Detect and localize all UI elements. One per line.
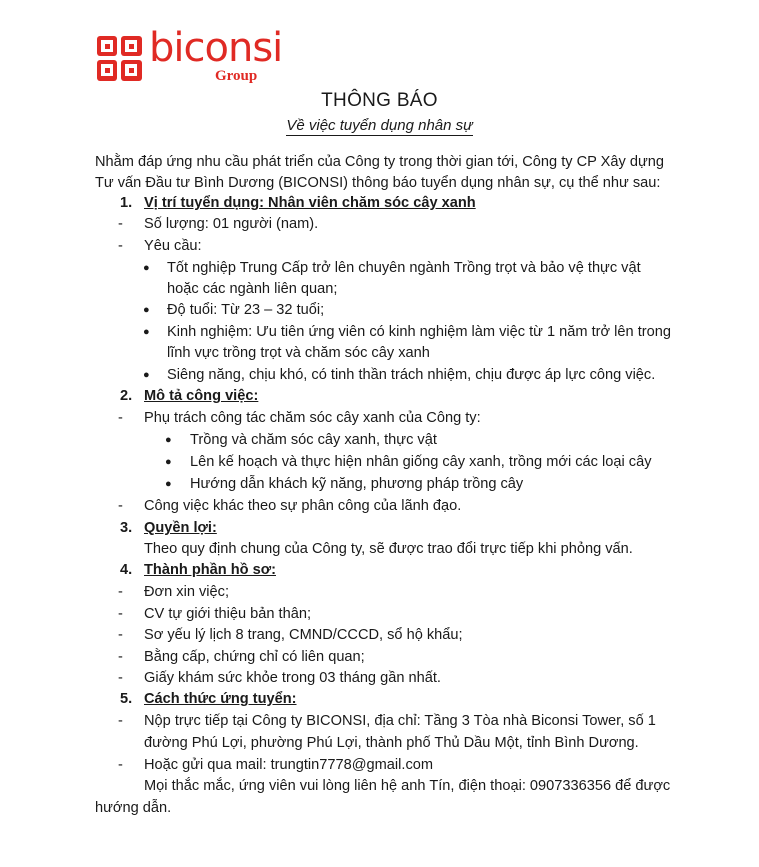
list-item: Giấy khám sức khỏe trong 03 tháng gần nhất.: [144, 670, 441, 686]
list-item: Độ tuổi: Từ 23 – 32 tuổi;: [167, 302, 325, 318]
section-heading: Thành phần hồ sơ:: [144, 562, 276, 578]
dash-marker: -: [118, 713, 123, 729]
list-item: Đơn xin việc;: [144, 584, 229, 600]
bullet-icon: ●: [165, 434, 172, 446]
list-item: Hướng dẫn khách kỹ năng, phương pháp trồng cây: [190, 476, 524, 492]
bullet-icon: ●: [165, 456, 172, 468]
list-item: hoặc các ngành liên quan;: [167, 281, 338, 297]
list-item: Siêng năng, chịu khó, có tinh thần trách nhiệm, chịu được áp lực công việc.: [167, 367, 656, 383]
dash-marker: -: [118, 238, 123, 254]
list-item: Yêu cầu:: [144, 238, 202, 254]
list-item: Trồng và chăm sóc cây xanh, thực vật: [190, 432, 437, 448]
section-number: 3.: [120, 520, 133, 536]
list-item: đường Phú Lợi, phường Phú Lợi, thành phố Thủ Dầu Một, tỉnh Bình Dương.: [144, 735, 639, 751]
biconsi-grid-logo-icon: [97, 36, 142, 81]
paragraph-text: hướng dẫn.: [95, 800, 172, 816]
section-number: 2.: [120, 388, 133, 404]
list-item: Phụ trách công tác chăm sóc cây xanh của Công ty:: [144, 410, 481, 426]
list-item: Công việc khác theo sự phân công của lãnh đạo.: [144, 498, 462, 514]
section-number: 4.: [120, 562, 133, 578]
bullet-icon: ●: [143, 262, 150, 274]
dash-marker: -: [118, 584, 123, 600]
company-logo: [97, 25, 283, 88]
bullet-icon: ●: [143, 304, 150, 316]
section-heading: Vị trí tuyển dụng: Nhân viên chăm sóc cây xanh: [144, 195, 476, 211]
dash-marker: -: [118, 757, 123, 773]
section-heading: Mô tả công việc:: [144, 388, 259, 404]
logo-wordmark: biconsi: [149, 25, 283, 71]
paragraph-text: Mọi thắc mắc, ứng viên vui lòng liên hệ anh Tín, điện thoại: 0907336356 để được: [144, 778, 671, 794]
list-item: lĩnh vực trồng trọt và chăm sóc cây xanh: [167, 345, 430, 361]
logo-group-text: Group: [215, 68, 258, 84]
dash-marker: -: [118, 606, 123, 622]
dash-marker: -: [118, 498, 123, 514]
section-number: 1.: [120, 195, 133, 211]
dash-marker: -: [118, 649, 123, 665]
section-heading: Quyền lợi:: [144, 520, 217, 536]
bullet-icon: ●: [143, 326, 150, 338]
list-item: Bằng cấp, chứng chỉ có liên quan;: [144, 649, 365, 665]
list-item: Nộp trực tiếp tại Công ty BICONSI, địa chỉ: Tầng 3 Tòa nhà Biconsi Tower, số 1: [144, 713, 656, 729]
paragraph-text: Theo quy định chung của Công ty, sẽ được trao đổi trực tiếp khi phỏng vấn.: [144, 541, 633, 557]
dash-marker: -: [118, 410, 123, 426]
page-subtitle: [0, 116, 759, 136]
list-item: Lên kế hoạch và thực hiện nhân giống cây xanh, trồng mới các loại cây: [190, 454, 652, 470]
dash-marker: -: [118, 216, 123, 232]
section-number: 5.: [120, 691, 133, 707]
page-title: THÔNG BÁO: [321, 90, 438, 111]
list-item: CV tự giới thiệu bản thân;: [144, 606, 311, 622]
list-item: Số lượng: 01 người (nam).: [144, 216, 319, 232]
intro-line: Tư vấn Đầu tư Bình Dương (BICONSI) thông báo tuyển dụng nhân sự, cụ thể như sau:: [95, 175, 661, 191]
list-item: Kinh nghiệm: Ưu tiên ứng viên có kinh nghiệm làm việc từ 1 năm trở lên trong: [167, 324, 671, 340]
list-item: Sơ yếu lý lịch 8 trang, CMND/CCCD, sổ hộ khẩu;: [144, 627, 463, 643]
list-item: Hoặc gửi qua mail: trungtin7778@gmail.com: [144, 757, 434, 773]
section-heading: Cách thức ứng tuyển:: [144, 691, 297, 707]
subtitle-text: Về việc tuyển dụng nhân sự: [286, 117, 473, 134]
intro-line: Nhằm đáp ứng nhu cầu phát triển của Công ty trong thời gian tới, Công ty CP Xây dựng: [95, 154, 664, 170]
bullet-icon: ●: [165, 478, 172, 490]
bullet-icon: ●: [143, 369, 150, 381]
dash-marker: -: [118, 670, 123, 686]
list-item: Tốt nghiệp Trung Cấp trở lên chuyên ngành Trồng trọt và bảo vệ thực vật: [167, 260, 641, 276]
dash-marker: -: [118, 627, 123, 643]
